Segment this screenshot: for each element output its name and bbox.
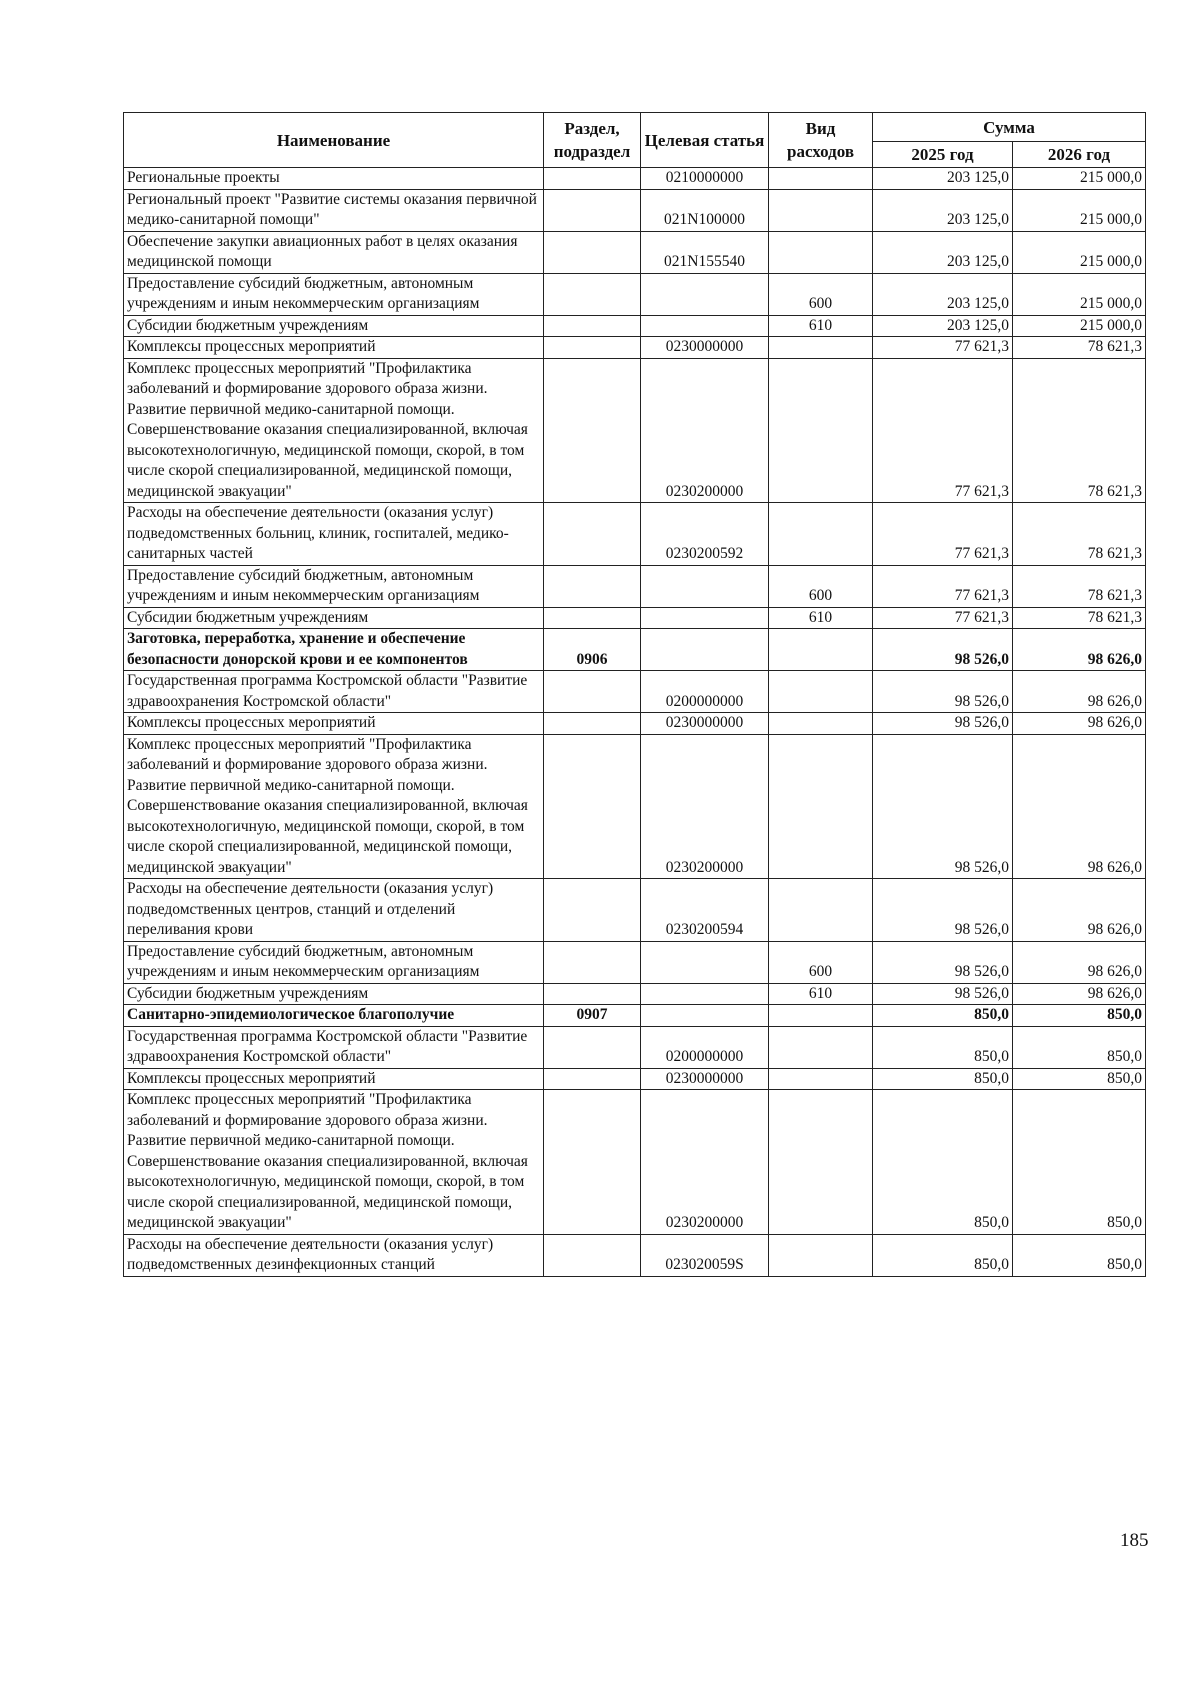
row-type: 610 xyxy=(769,607,873,629)
page-number: 185 xyxy=(1120,1530,1149,1551)
row-type: 610 xyxy=(769,315,873,337)
row-type xyxy=(769,671,873,713)
row-section: 0907 xyxy=(544,1005,641,1027)
row-name: Расходы на обеспечение деятельности (оказания услуг) подведомственных центров, станций и отделений переливания крови xyxy=(124,879,544,942)
row-amount-2026: 78 621,3 xyxy=(1013,358,1146,503)
row-amount-2026: 78 621,3 xyxy=(1013,607,1146,629)
row-type xyxy=(769,734,873,879)
row-section xyxy=(544,713,641,735)
row-name: Субсидии бюджетным учреждениям xyxy=(124,607,544,629)
row-target xyxy=(641,983,769,1005)
row-target: 021N155540 xyxy=(641,231,769,273)
table-row xyxy=(124,273,1146,315)
row-section xyxy=(544,273,641,315)
budget-table xyxy=(123,112,1146,1277)
table-row xyxy=(124,1090,1146,1235)
row-amount-2026: 215 000,0 xyxy=(1013,189,1146,231)
row-name: Расходы на обеспечение деятельности (оказания услуг) подведомственных больниц, клиник, госпиталей, медико-санитарных частей xyxy=(124,503,544,566)
header-name: Наименование xyxy=(124,113,544,168)
row-name: Региональные проекты xyxy=(124,168,544,190)
row-section xyxy=(544,189,641,231)
row-target: 0230000000 xyxy=(641,337,769,359)
row-amount-2025: 98 526,0 xyxy=(873,734,1013,879)
row-section: 0906 xyxy=(544,629,641,671)
row-amount-2026: 78 621,3 xyxy=(1013,503,1146,566)
row-name: Комплексы процессных мероприятий xyxy=(124,337,544,359)
row-type xyxy=(769,189,873,231)
row-target xyxy=(641,315,769,337)
table-row xyxy=(124,734,1146,879)
row-amount-2026: 98 626,0 xyxy=(1013,629,1146,671)
row-target xyxy=(641,629,769,671)
row-name: Расходы на обеспечение деятельности (оказания услуг) подведомственных дезинфекционных станций xyxy=(124,1234,544,1276)
row-type xyxy=(769,1068,873,1090)
row-amount-2026: 78 621,3 xyxy=(1013,565,1146,607)
row-amount-2025: 77 621,3 xyxy=(873,565,1013,607)
row-amount-2025: 98 526,0 xyxy=(873,941,1013,983)
row-section xyxy=(544,671,641,713)
table-row xyxy=(124,315,1146,337)
row-amount-2026: 98 626,0 xyxy=(1013,879,1146,942)
row-name: Государственная программа Костромской области "Развитие здравоохранения Костромской области" xyxy=(124,1026,544,1068)
row-type xyxy=(769,629,873,671)
row-amount-2025: 77 621,3 xyxy=(873,607,1013,629)
row-amount-2025: 850,0 xyxy=(873,1090,1013,1235)
row-target: 0230200592 xyxy=(641,503,769,566)
budget-sheet xyxy=(123,112,1145,1277)
row-amount-2026: 850,0 xyxy=(1013,1026,1146,1068)
row-amount-2025: 98 526,0 xyxy=(873,879,1013,942)
table-row xyxy=(124,1234,1146,1276)
row-name: Субсидии бюджетным учреждениям xyxy=(124,315,544,337)
row-amount-2026: 78 621,3 xyxy=(1013,337,1146,359)
row-amount-2025: 850,0 xyxy=(873,1005,1013,1027)
row-section xyxy=(544,941,641,983)
row-section xyxy=(544,607,641,629)
row-section xyxy=(544,1068,641,1090)
row-amount-2025: 98 526,0 xyxy=(873,671,1013,713)
table-row xyxy=(124,189,1146,231)
row-amount-2025: 77 621,3 xyxy=(873,358,1013,503)
row-name: Обеспечение закупки авиационных работ в целях оказания медицинской помощи xyxy=(124,231,544,273)
row-amount-2025: 850,0 xyxy=(873,1234,1013,1276)
table-row xyxy=(124,503,1146,566)
row-type xyxy=(769,358,873,503)
table-row xyxy=(124,1005,1146,1027)
row-target: 0230000000 xyxy=(641,713,769,735)
row-type: 600 xyxy=(769,565,873,607)
row-section xyxy=(544,168,641,190)
row-amount-2026: 98 626,0 xyxy=(1013,983,1146,1005)
row-section xyxy=(544,337,641,359)
table-row xyxy=(124,879,1146,942)
table-row xyxy=(124,337,1146,359)
table-row xyxy=(124,1068,1146,1090)
row-target: 0200000000 xyxy=(641,1026,769,1068)
row-type xyxy=(769,879,873,942)
table-row xyxy=(124,671,1146,713)
row-amount-2025: 98 526,0 xyxy=(873,713,1013,735)
table-row xyxy=(124,607,1146,629)
row-target: 0230200000 xyxy=(641,358,769,503)
row-amount-2025: 203 125,0 xyxy=(873,231,1013,273)
row-name: Комплекс процессных мероприятий "Профилактика заболеваний и формирование здорового образа жизни. Развитие первичной медико-санитарной помощи. Совершенствование оказания специализированной, включая высокотехнологичную, медицинской помощи, скорой, в том числе скорой специализированной, медицинской помощи, медицинской эвакуации" xyxy=(124,358,544,503)
row-name: Региональный проект "Развитие системы оказания первичной медико-санитарной помощи" xyxy=(124,189,544,231)
row-amount-2026: 98 626,0 xyxy=(1013,713,1146,735)
row-target: 0230200000 xyxy=(641,734,769,879)
row-name: Комплекс процессных мероприятий "Профилактика заболеваний и формирование здорового образа жизни. Развитие первичной медико-санитарной помощи. Совершенствование оказания специализированной, включая высокотехнологичную, медицинской помощи, скорой, в том числе скорой специализированной, медицинской помощи, медицинской эвакуации" xyxy=(124,1090,544,1235)
table-row xyxy=(124,565,1146,607)
row-amount-2026: 850,0 xyxy=(1013,1234,1146,1276)
row-target: 021N100000 xyxy=(641,189,769,231)
header-type: Вид расходов xyxy=(769,113,873,168)
table-row xyxy=(124,168,1146,190)
header-year-2025: 2025 год xyxy=(873,142,1013,168)
row-amount-2026: 215 000,0 xyxy=(1013,231,1146,273)
row-name: Заготовка, переработка, хранение и обеспечение безопасности донорской крови и ее компонентов xyxy=(124,629,544,671)
row-amount-2025: 203 125,0 xyxy=(873,273,1013,315)
row-type xyxy=(769,231,873,273)
row-type xyxy=(769,337,873,359)
row-target: 0230200594 xyxy=(641,879,769,942)
table-row xyxy=(124,1026,1146,1068)
header-target: Целевая статья xyxy=(641,113,769,168)
row-type xyxy=(769,168,873,190)
row-name: Комплексы процессных мероприятий xyxy=(124,1068,544,1090)
row-section xyxy=(544,1026,641,1068)
row-type: 600 xyxy=(769,941,873,983)
table-row xyxy=(124,358,1146,503)
row-section xyxy=(544,231,641,273)
row-type xyxy=(769,713,873,735)
row-section xyxy=(544,358,641,503)
row-amount-2025: 77 621,3 xyxy=(873,503,1013,566)
row-amount-2026: 850,0 xyxy=(1013,1068,1146,1090)
row-section xyxy=(544,1234,641,1276)
row-type xyxy=(769,1026,873,1068)
row-type: 600 xyxy=(769,273,873,315)
row-amount-2026: 98 626,0 xyxy=(1013,671,1146,713)
row-amount-2026: 98 626,0 xyxy=(1013,941,1146,983)
row-amount-2026: 850,0 xyxy=(1013,1005,1146,1027)
row-section xyxy=(544,1090,641,1235)
row-target: 0200000000 xyxy=(641,671,769,713)
row-amount-2025: 203 125,0 xyxy=(873,189,1013,231)
row-amount-2025: 850,0 xyxy=(873,1068,1013,1090)
row-section xyxy=(544,565,641,607)
header-section: Раздел, подраздел xyxy=(544,113,641,168)
row-target: 0210000000 xyxy=(641,168,769,190)
row-amount-2025: 98 526,0 xyxy=(873,629,1013,671)
row-amount-2025: 98 526,0 xyxy=(873,983,1013,1005)
row-target xyxy=(641,1005,769,1027)
row-amount-2026: 215 000,0 xyxy=(1013,168,1146,190)
row-name: Предоставление субсидий бюджетным, автономным учреждениям и иным некоммерческим организациям xyxy=(124,941,544,983)
table-row xyxy=(124,983,1146,1005)
row-amount-2026: 850,0 xyxy=(1013,1090,1146,1235)
row-target: 0230000000 xyxy=(641,1068,769,1090)
row-type: 610 xyxy=(769,983,873,1005)
row-amount-2025: 203 125,0 xyxy=(873,168,1013,190)
row-amount-2025: 77 621,3 xyxy=(873,337,1013,359)
row-target: 0230200000 xyxy=(641,1090,769,1235)
row-name: Комплексы процессных мероприятий xyxy=(124,713,544,735)
table-row xyxy=(124,231,1146,273)
header-sum: Сумма xyxy=(873,113,1146,142)
header-year-2026: 2026 год xyxy=(1013,142,1146,168)
row-name: Предоставление субсидий бюджетным, автономным учреждениям и иным некоммерческим организациям xyxy=(124,273,544,315)
row-section xyxy=(544,315,641,337)
row-amount-2025: 850,0 xyxy=(873,1026,1013,1068)
row-type xyxy=(769,1005,873,1027)
table-row xyxy=(124,941,1146,983)
row-target: 023020059S xyxy=(641,1234,769,1276)
table-row xyxy=(124,629,1146,671)
row-name: Санитарно-эпидемиологическое благополучие xyxy=(124,1005,544,1027)
row-target xyxy=(641,273,769,315)
row-type xyxy=(769,503,873,566)
row-amount-2026: 98 626,0 xyxy=(1013,734,1146,879)
row-amount-2025: 203 125,0 xyxy=(873,315,1013,337)
row-section xyxy=(544,879,641,942)
row-name: Комплекс процессных мероприятий "Профилактика заболеваний и формирование здорового образа жизни. Развитие первичной медико-санитарной помощи. Совершенствование оказания специализированной, включая высокотехнологичную, медицинской помощи, скорой, в том числе скорой специализированной, медицинской помощи, медицинской эвакуации" xyxy=(124,734,544,879)
row-target xyxy=(641,607,769,629)
row-type xyxy=(769,1090,873,1235)
row-section xyxy=(544,983,641,1005)
row-section xyxy=(544,503,641,566)
table-body xyxy=(124,168,1146,1277)
row-section xyxy=(544,734,641,879)
row-amount-2026: 215 000,0 xyxy=(1013,315,1146,337)
row-target xyxy=(641,565,769,607)
row-name: Государственная программа Костромской области "Развитие здравоохранения Костромской области" xyxy=(124,671,544,713)
row-amount-2026: 215 000,0 xyxy=(1013,273,1146,315)
row-type xyxy=(769,1234,873,1276)
row-name: Предоставление субсидий бюджетным, автономным учреждениям и иным некоммерческим организациям xyxy=(124,565,544,607)
row-target xyxy=(641,941,769,983)
row-name: Субсидии бюджетным учреждениям xyxy=(124,983,544,1005)
table-row xyxy=(124,713,1146,735)
